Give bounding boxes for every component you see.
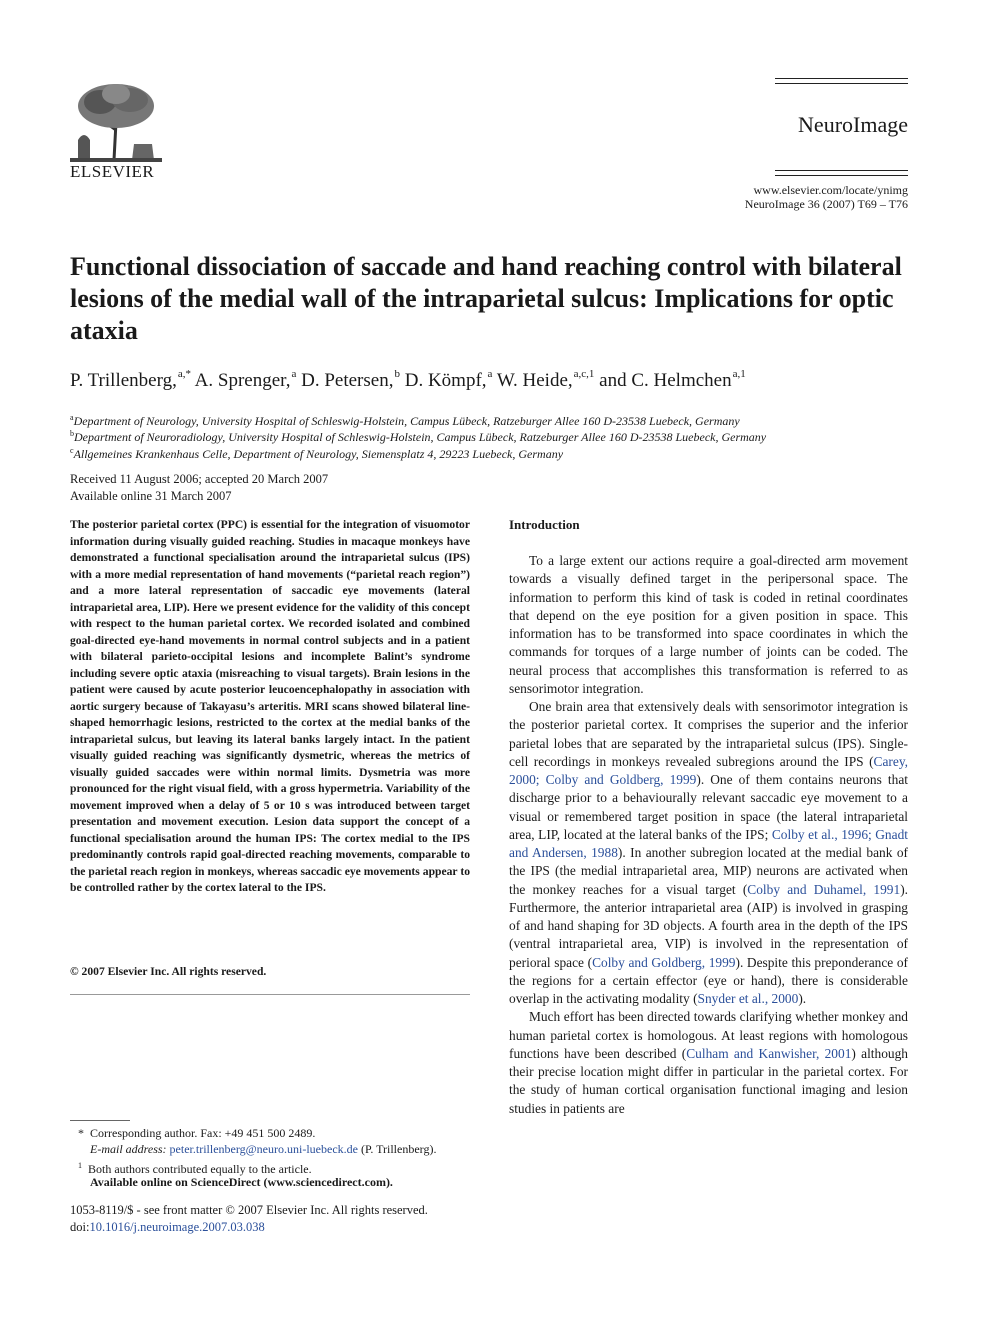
article-title: Functional dissociation of saccade and hand reaching control with bilateral lesions of the medial wall of the intraparietal sulcus: Implications for optic ataxia [70,252,902,345]
author: D. Kömpf,$^a$ [404,368,493,391]
divider [775,170,908,171]
author: D. Petersen,$^b$ [301,368,400,391]
citation-link[interactable]: Colby and Duhamel, 1991 [747,881,901,897]
abstract-copyright: © 2007 Elsevier Inc. All rights reserved. [70,965,267,978]
footnote-corresponding: * Corresponding author. Fax: +49 451 500 2489. [78,1126,316,1140]
divider [775,175,908,176]
divider [775,83,908,84]
footnote-sciencedirect: Available online on ScienceDirect (www.sciencedirect.com). [90,1175,393,1189]
abstract-text: The posterior parietal cortex (PPC) is essential for the integration of visuomotor information during visually guided reaching. Studies in macaque monkeys have demonstrated a functional specialisation around the intraparietal sulcus (IPS) with a more medial representation of hand movements (“parietal reach region”) and a more lateral representation of saccadic eye movements (lateral intraparietal area, LIP). Here we present evidence for the validity of this concept with respect to the human parietal cortex. We recorded isolated and combined goal-directed eye-hand movements in normal control subjects and in a patient with bilateral parieto-occipital lesions and incomplete Balint’s syndrome including severe optic ataxia (misreaching to visual targets). Brain lesions in the patient were caused by acute posterior leucoencephalopathy in association with aortic surgery because of Takayasu’s arteritis. MRI scans showed bilateral line-shaped hemorrhagic lesions, restricted to the cortex at the medial banks of the intraparietal sulcus, but leaving its lateral banks largely intact. In the patient visually guided reaching was significantly dysmetric, whereas the metrics of visually guided saccades were within normal limits. Dysmetria was more pronounced for the right visual field, with a gross hypermetria. Variability of the movement improved when a delay of 5 or 10 s was introduced between target presentation and movement execution. Lesion data support the concept of a functional specialisation around the human IPS: The cortex medial to the IPS predominantly controls rapid goal-directed reaching movements, comparable to the parietal reach region in monkeys, whereas saccadic eye movements appear to be controlled rather by the cortex lateral to the IPS. [70,518,470,894]
affiliation: $^b$Department of Neuroradiology, University Hospital of Schleswig-Holstein, Campus Lübeck, Ratzeburger Allee 160 D-23538 Luebeck, Germany [70,429,767,444]
publisher-name: ELSEVIER [70,162,155,181]
footnote-divider [70,1120,130,1121]
journal-url[interactable]: www.elsevier.com/locate/ynimg [753,183,908,197]
footnote-email: E-mail address: peter.trillenberg@neuro.uni-luebeck.de (P. Trillenberg). [90,1142,437,1156]
received-date: Received 11 August 2006; accepted 20 March 2007 [70,472,329,486]
author: P. Trillenberg,$^{a,*}$ [70,368,191,391]
citation-link[interactable]: Snyder et al., 2000 [697,991,799,1006]
journal-name: NeuroImage [798,112,908,137]
email-link[interactable]: peter.trillenberg@neuro.uni-luebeck.de [169,1142,358,1156]
divider [775,78,908,79]
introduction-body [509,552,908,1118]
citation-link[interactable]: Colby and Goldberg, 1999 [592,954,736,970]
author: A. Sprenger,$^a$ [194,368,297,391]
available-date: Available online 31 March 2007 [70,489,232,503]
doi-link[interactable]: 10.1016/j.neuroimage.2007.03.038 [89,1220,265,1234]
section-heading: Introduction [509,517,580,532]
footnote-equal: $^1$ Both authors contributed equally to the article. [78,1161,312,1176]
paragraph: Much effort has been directed towards clarifying whether monkey and human parietal cortex is homologous. At least regions with homologous functions have been described (Culham and Kanwisher, 2001) although their precise location might differ in particular in the parietal cortex. For the study of human cortical organisation functional imaging and lesion studies in patients are [509,1009,908,1116]
citation-link[interactable]: Carey, 2000; Colby and Goldberg, 1999 [509,753,908,787]
author: and C. Helmchen$^{a,1}$ [599,368,746,391]
doi: doi:10.1016/j.neuroimage.2007.03.038 [70,1220,265,1234]
tree-icon [70,80,162,162]
author-list [70,368,930,392]
affiliation: $^c$Allgemeines Krankenhaus Celle, Department of Neurology, Siemensplatz 4, 29223 Luebeck, Germany [70,446,564,461]
paragraph: One brain area that extensively deals with sensorimotor integration is the posterior parietal cortex. It comprises the superior and the inferior parietal lobes that are separated by the intraparietal sulcus (IPS). Single-cell recordings in monkeys revealed subregions around the IPS (Carey, 2000; Colby and Goldberg, 1999). One of them contains neurons that discharge prior to a behaviourally relevant saccadic eye movement to a visual or remembered target position in space (the lateral intraparietal area, LIP, located at the lateral banks of the IPS; Colby et al., 1996; Gnadt and Andersen, 1988). In another subregion located at the medial bank of the IPS (the medial intraparietal area, MIP) neurons are activated when the monkey reaches for a visual target (Colby and Duhamel, 1991). Furthermore, the anterior intraparietal area (AIP) is involved in grasping of and hand shaping for 3D objects. A fourth area in the depth of the IPS (ventral intraparietal area, VIP) is involved in the representation of perioral space (Colby and Goldberg, 1999). Despite this preponderance of the regions for a certain effector (eye or hand), there is considerable overlap in the activating modality (Snyder et al., 2000). [509,699,908,1006]
divider [70,994,470,995]
citation-link[interactable]: Culham and Kanwisher, 2001 [686,1045,852,1061]
citation-link[interactable]: Colby et al., 1996; Gnadt and Andersen, 1988 [509,826,908,860]
front-matter: 1053-8119/$ - see front matter © 2007 Elsevier Inc. All rights reserved. [70,1203,428,1217]
journal-citation: NeuroImage 36 (2007) T69 – T76 [744,197,908,211]
author: W. Heide,$^{a,c,1}$ [496,368,595,391]
paragraph: To a large extent our actions require a goal-directed arm movement towards a visually defined target in the peripersonal space. The information to perform this kind of task is coded in retinal coordinates that depend on the eye position for a given position in space. This information has to be transformed into space coordinates in which the commands for torques of a large number of joints can be coded. The neural process that accomplishes this transformation is referred to as sensorimotor integration. [509,553,908,696]
affiliation: $^a$Department of Neurology, University Hospital of Schleswig-Holstein, Campus Lübeck, Ratzeburger Allee 160 D-23538 Luebeck, Germany [70,413,740,428]
